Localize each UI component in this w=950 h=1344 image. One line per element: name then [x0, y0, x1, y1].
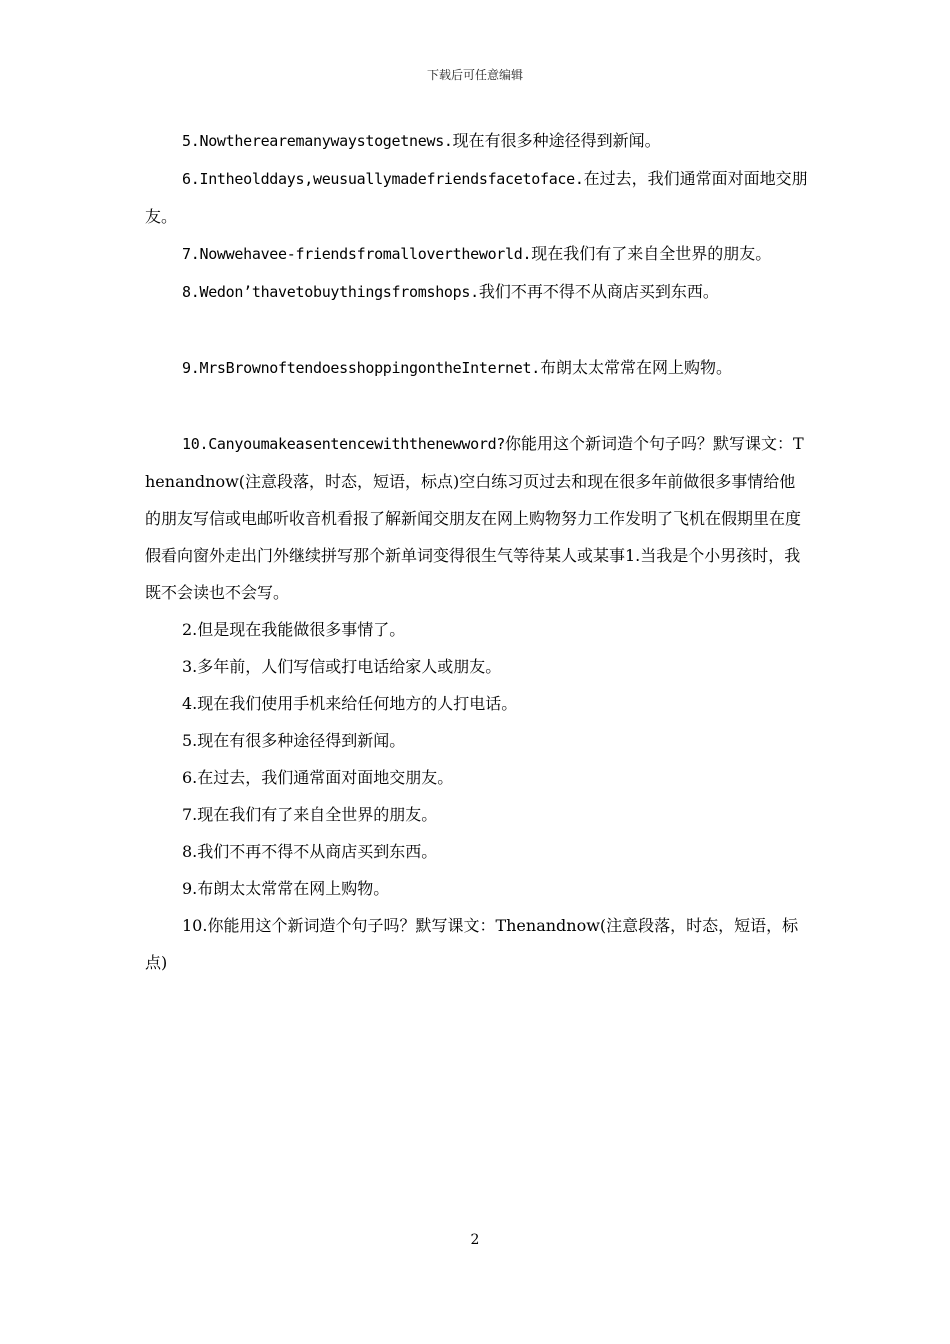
page-header: 下载后可任意编辑 [426, 68, 523, 82]
sentence-zh: 布朗太太常常在网上购物。 [539, 358, 732, 377]
sentence-8 [145, 273, 810, 311]
practice-line: 9.布朗太太常常在网上购物。 [182, 879, 390, 898]
sentence-10 [145, 425, 810, 611]
sentence-en: 5.Nowtherearemanywaystogetnews. [182, 132, 453, 150]
sentence-zh: 现在我们有了来自全世界的朋友。 [531, 244, 772, 263]
sentence-9 [145, 349, 810, 387]
sentence-7 [145, 235, 810, 273]
practice-line: 5.现在有很多种途径得到新闻。 [182, 731, 406, 750]
practice-line: 10.你能用这个新词造个句子吗？默写课文：Thenandnow(注意段落，时态，短语，标点) [145, 916, 799, 972]
practice-line: 6.在过去，我们通常面对面地交朋友。 [182, 768, 454, 787]
sentence-zh: 我们不再不得不从商店买到东西。 [478, 282, 719, 301]
sentence-en: 6.Intheolddays,weusuallymadefriendsfacetoface. [182, 170, 584, 188]
practice-line: 4.现在我们使用手机来给任何地方的人打电话。 [182, 694, 518, 713]
document-body [145, 122, 810, 981]
sentence-5 [145, 122, 810, 160]
sentence-en: 7.Nowwehavee-friendsfromallovertheworld. [182, 245, 532, 263]
sentence-en: 10.Canyoumakeasentencewiththenewword? [182, 435, 506, 453]
sentence-zh: 现在有很多种途径得到新闻。 [452, 131, 661, 150]
practice-line: 7.现在我们有了来自全世界的朋友。 [182, 805, 438, 824]
sentence-en: 9.MrsBrownoftendoesshoppingontheInternet. [182, 359, 540, 377]
practice-line: 2.但是现在我能做很多事情了。 [182, 620, 406, 639]
practice-line: 8.我们不再不得不从商店买到东西。 [182, 842, 438, 861]
sentence-zh: 在过去，我们通常面对面地交朋友。 [145, 169, 808, 226]
sentence-6 [145, 160, 810, 235]
sentence-zh: 你能用这个新词造个句子吗？默写课文：Thenandnow(注意段落，时态，短语，标点)空白练习页过去和现在很多年前做很多事情给他的朋友写信或电邮听收音机看报了解新闻交朋友在网上购物努力工作发明了飞机在假期里在度假看向窗外走出门外继续拼写那个新单词变得很生气等待某人或某事1.当我是个小男孩时，我既不会读也不会写。 [145, 434, 804, 602]
page-number: 2 [470, 1232, 480, 1248]
sentence-en: 8.Wedon’thavetobuythingsfromshops. [182, 283, 479, 301]
practice-line: 3.多年前，人们写信或打电话给家人或朋友。 [182, 657, 502, 676]
